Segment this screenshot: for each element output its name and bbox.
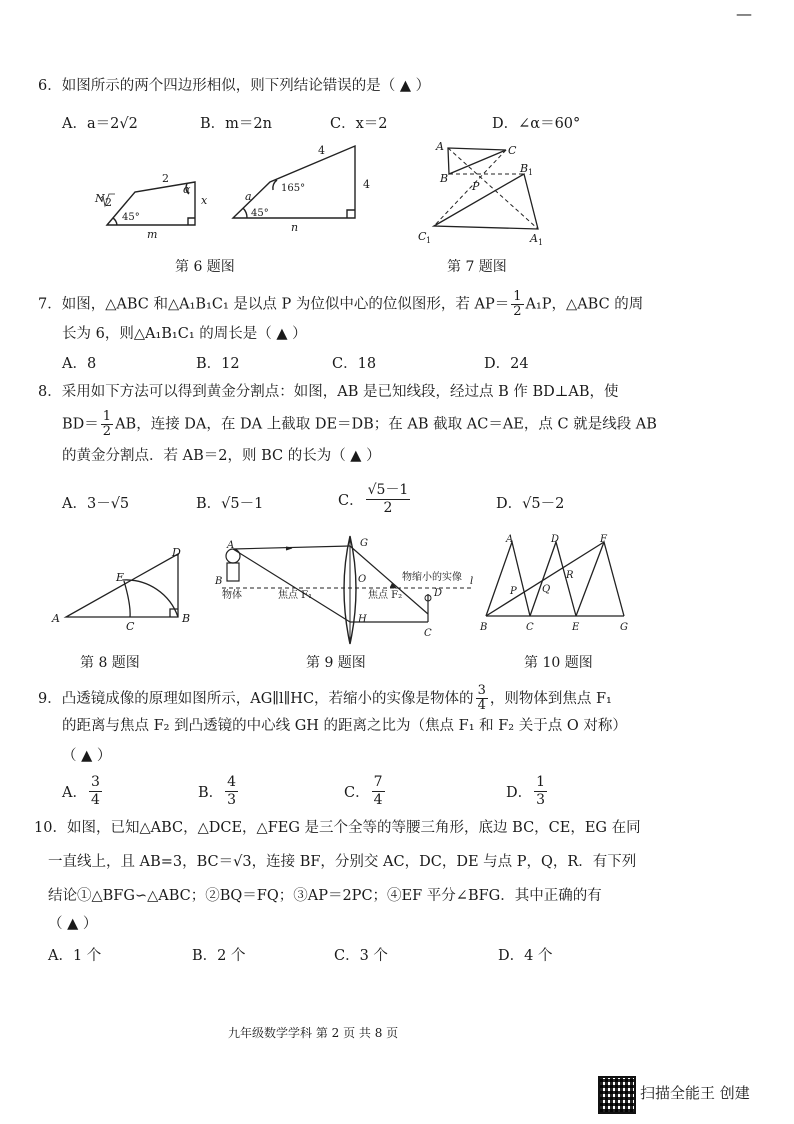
svg-text:R: R <box>566 570 574 581</box>
figure-6 <box>85 138 385 243</box>
corner-mark: — <box>736 4 752 23</box>
q10-line4: （ ▲ ） <box>48 916 98 932</box>
svg-text:1: 1 <box>528 168 534 177</box>
q10-line3: 结论①△BFG∽△ABC；②BQ＝FQ；③AP＝2PC；④EF 平分∠BFG．其中正确的有 <box>48 888 602 904</box>
q10-option-b: B．2 个 <box>192 948 246 964</box>
q7-line1 <box>38 290 643 319</box>
page-footer: 九年级数学学科 第 2 页 共 8 页 <box>228 1026 399 1040</box>
svg-text:a: a <box>245 190 252 203</box>
q8-fraction: $\frac{1}{2}$ <box>102 409 112 439</box>
q6-option-c: C．x＝2 <box>330 116 388 132</box>
svg-text:A: A <box>227 540 235 551</box>
q6-stem: 6．如图所示的两个四边形相似，则下列结论错误的是（ ▲ ） <box>38 78 431 94</box>
svg-text:P: P <box>472 180 480 193</box>
figure-8 <box>46 540 196 640</box>
svg-text:l: l <box>470 576 474 587</box>
q9-option-b: B． $\frac{4}{3}$ <box>198 774 237 808</box>
svg-text:C: C <box>126 620 135 633</box>
svg-text:F: F <box>600 534 607 545</box>
svg-text:N: N <box>95 192 105 205</box>
svg-text:D: D <box>172 546 181 559</box>
q9-option-a: A． $\frac{3}{4}$ <box>62 774 100 808</box>
svg-text:O: O <box>358 574 367 585</box>
q9-line1: 9．凸透镜成像的原理如图所示，AG∥l∥HC，若缩小的实像是物体的 $\frac{3}{4}$ ，则物体到焦点 F₁ <box>38 683 612 713</box>
svg-text:C: C <box>508 144 517 157</box>
svg-text:D: D <box>551 534 560 545</box>
q8-line3: 的黄金分割点．若 AB＝2，则 BC 的长为（ ▲ ） <box>62 448 381 464</box>
q7-line2: 长为 6，则△A₁B₁C₁ 的周长是（ ▲ ） <box>62 326 307 342</box>
svg-text:4: 4 <box>318 144 325 157</box>
q8-option-b: B．√5－1 <box>196 496 264 512</box>
svg-text:α: α <box>183 183 191 196</box>
svg-text:x: x <box>201 194 208 207</box>
svg-text:物缩小的实像: 物缩小的实像 <box>402 572 462 583</box>
q9-option-d: D． $\frac{1}{3}$ <box>506 774 546 808</box>
svg-text:1: 1 <box>538 238 544 247</box>
qr-code-icon <box>598 1076 636 1114</box>
figure-7 <box>412 136 552 248</box>
svg-text:E: E <box>116 571 125 584</box>
svg-text:2: 2 <box>162 172 169 185</box>
svg-text:B: B <box>480 622 488 633</box>
q7-option-a: A．8 <box>62 356 97 372</box>
svg-text:H: H <box>358 614 367 625</box>
svg-text:物体: 物体 <box>222 590 242 601</box>
q7-line1-b: A₁P，△ABC 的周 <box>525 296 644 313</box>
svg-text:B: B <box>440 172 449 185</box>
q7-line1-a: 7．如图，△ABC 和△A₁B₁C₁ 是以点 P 为位似中心的位似图形，若 AP＝ <box>38 296 510 313</box>
fig6-sqrt2-label: 2 <box>105 196 112 209</box>
q7-option-d: D．24 <box>484 356 529 372</box>
svg-text:Q: Q <box>542 584 551 595</box>
figure-9 <box>210 532 480 648</box>
q8-option-c: C． $\frac{√5-1}{2}$ <box>338 482 409 516</box>
svg-text:4: 4 <box>363 178 370 191</box>
q9-option-c: C． $\frac{7}{4}$ <box>344 774 383 808</box>
svg-text:D: D <box>434 588 443 599</box>
svg-text:B: B <box>520 162 529 175</box>
svg-text:n: n <box>291 221 299 234</box>
svg-text:G: G <box>620 622 628 633</box>
svg-text:焦点 F₂: 焦点 F₂ <box>368 590 403 601</box>
q7-fraction: $\frac{1}{2}$ <box>513 289 522 319</box>
svg-text:A: A <box>52 612 60 625</box>
q10-line2: 一直线上，且 AB=3，BC＝√3，连接 BF，分别交 AC，DC，DE 与点 P，Q，R．有下列 <box>48 854 637 870</box>
svg-text:1: 1 <box>426 236 432 245</box>
svg-text:C: C <box>418 230 427 243</box>
q6-option-d: D．∠α＝60° <box>492 116 581 132</box>
figure-10 <box>478 532 638 636</box>
q7-option-b: B．12 <box>196 356 240 372</box>
q10-option-c: C．3 个 <box>334 948 388 964</box>
q9-line2: 的距离与焦点 F₂ 到凸透镜的中心线 GH 的距离之比为（焦点 F₁ 和 F₂ 关于点 O 对称） <box>62 718 627 734</box>
svg-text:B: B <box>182 612 191 625</box>
q8-option-d: D．√5－2 <box>496 496 565 512</box>
q8-line1: 8．采用如下方法可以得到黄金分割点：如图，AB 是已知线段，经过点 B 作 BD⊥AB，使 <box>38 384 619 400</box>
q6-option-a: A．a＝2√2 <box>62 116 138 132</box>
q9-fraction: $\frac{3}{4}$ <box>477 683 486 713</box>
svg-text:G: G <box>360 538 368 549</box>
q10-option-a: A．1 个 <box>48 948 102 964</box>
svg-text:P: P <box>510 586 517 597</box>
svg-text:A: A <box>506 534 514 545</box>
q10-option-d: D．4 个 <box>498 948 553 964</box>
svg-text:m: m <box>147 228 158 241</box>
fig6-caption: 第 6 题图 <box>175 259 235 275</box>
fig10-caption: 第 10 题图 <box>524 655 593 671</box>
svg-text:165°: 165° <box>281 183 306 194</box>
svg-text:C: C <box>526 622 534 633</box>
fig7-caption: 第 7 题图 <box>447 259 507 275</box>
q8-line2: BD＝ $\frac{1}{2}$ AB，连接 DA，在 DA 上截取 DE＝DB；在 AB 截取 AC＝AE，点 C 就是线段 AB <box>62 409 657 439</box>
q8-option-a: A．3－√5 <box>62 496 130 512</box>
svg-text:焦点 F₁: 焦点 F₁ <box>278 590 313 601</box>
q10-line1: 10．如图，已知△ABC，△DCE，△FEG 是三个全等的等腰三角形，底边 BC，CE，EG 在同 <box>34 820 641 836</box>
fig8-caption: 第 8 题图 <box>80 655 140 671</box>
svg-text:C: C <box>424 628 432 639</box>
svg-text:A: A <box>436 140 444 153</box>
svg-text:45°: 45° <box>122 212 140 223</box>
q6-option-b: B．m＝2n <box>200 116 272 132</box>
scanner-watermark: 扫描全能王 创建 <box>640 1084 750 1102</box>
q9-line3: （ ▲ ） <box>62 748 112 764</box>
svg-text:B: B <box>215 576 223 587</box>
q7-option-c: C．18 <box>332 356 377 372</box>
fig9-caption: 第 9 题图 <box>306 655 366 671</box>
svg-text:E: E <box>572 622 580 633</box>
svg-text:45°: 45° <box>251 208 269 219</box>
svg-text:A: A <box>530 232 538 245</box>
